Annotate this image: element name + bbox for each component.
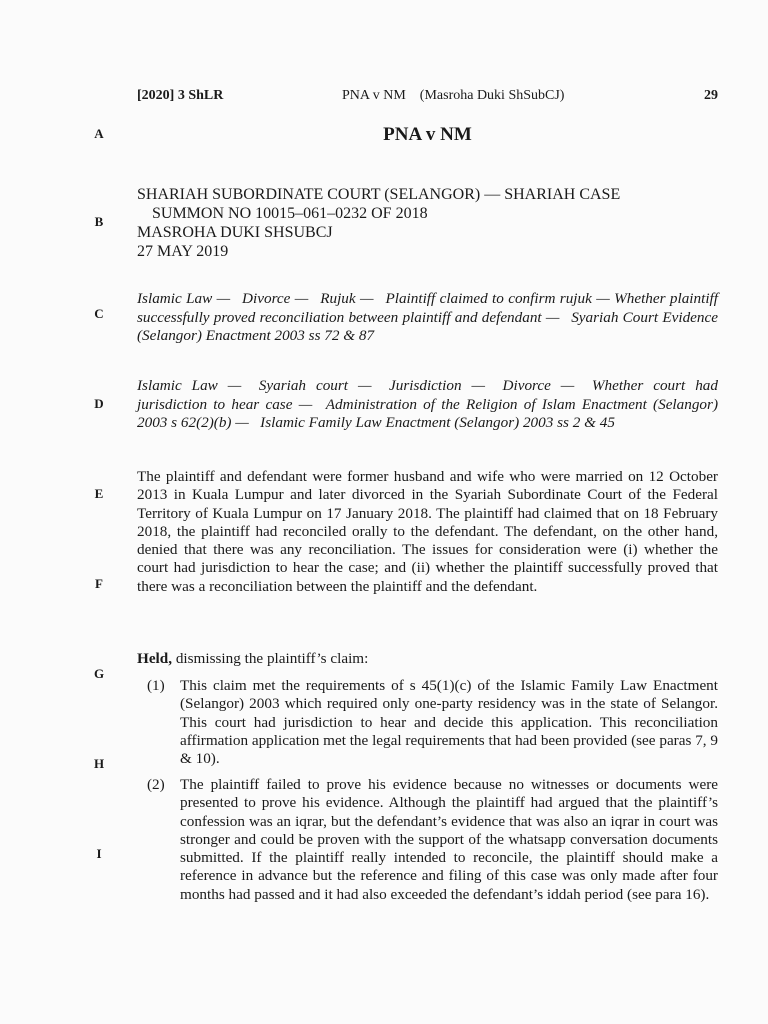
- held-item-1: [147, 677, 718, 768]
- margin-letter-b: B: [94, 214, 104, 229]
- margin-letter-a: A: [94, 126, 104, 141]
- held-item-2-number: (2): [147, 776, 165, 793]
- held-item-2-text: The plaintiff failed to prove his evidence because no witnesses or documents were presented to prove his evidence. Although the plaintiff had argued that the plaintiff’s confession was an iqrar, but the defendant’s evidence that was also an iqrar in court was stronger and could be proven with the support of the whatsapp conversation documents submitted. If the plaintiff really intended to reconcile, the plaintiff should make a reference in advance but the reference and filing of this case was only made after four months had passed and it had also exceeded the defendant’s iddah period (see para 16).: [180, 776, 718, 903]
- case-number: SUMMON NO 10015–061–0232 OF 2018: [152, 205, 428, 222]
- held-label: Held,: [137, 650, 173, 667]
- case-title: PNA v NM: [383, 124, 472, 145]
- judge-name: MASROHA DUKI SHSUBCJ: [137, 224, 333, 241]
- held-text: dismissing the plaintiff’s claim:: [172, 650, 369, 667]
- margin-letter-c: C: [94, 306, 104, 321]
- running-title: PNA v NM (Masroha Duki ShSubCJ): [342, 88, 565, 103]
- held-heading: [137, 650, 718, 668]
- catchwords-2: Islamic Law — Syariah court — Jurisdiction — Divorce — Whether court had jurisdiction to hear case — Administration of the Religion of Islam Enactment (Selangor) 2003 s 62(2)(b) — Islamic Family Law Enactment (Selangor) 2003 ss 2 & 45: [137, 377, 718, 432]
- held-item-1-number: (1): [147, 677, 165, 694]
- running-header: [137, 88, 718, 108]
- margin-letter-d: D: [94, 396, 104, 411]
- court-name: SHARIAH SUBORDINATE COURT (SELANGOR) — SHARIAH CASE: [137, 186, 621, 203]
- case-summary: The plaintiff and defendant were former husband and wife who were married on 12 October 2013 in Kuala Lumpur and later divorced in the Syariah Subordinate Court of the Federal Territory of Kuala Lumpur on 17 January 2018. The plaintiff had claimed that on 18 February 2018, the plaintiff had reconciled orally to the defendant. The defendant, on the other hand, denied that there was any reconciliation. The issues for consideration were (i) whether the court had jurisdiction to hear the case; and (ii) whether the plaintiff successfully proved that there was a reconciliation between the plaintiff and the defendant.: [137, 468, 718, 595]
- catchwords-1: Islamic Law — Divorce — Rujuk — Plaintiff claimed to confirm rujuk — Whether plaintiff successfully proved reconciliation between plaintiff and defendant — Syariah Court Evidence (Selangor) Enactment 2003 ss 72 & 87: [137, 290, 718, 345]
- margin-letter-g: G: [93, 666, 105, 681]
- held-item-1-text: This claim met the requirements of s 45(1)(c) of the Islamic Family Law Enactment (Selangor) 2003 which required only one-party residency was in the state of Selangor. This court had jurisdiction to hear and decide this application. This reconciliation affirmation application met the legal requirements that had been provided (see paras 7, 9 & 10).: [180, 677, 718, 768]
- report-citation: [2020] 3 ShLR: [137, 88, 224, 103]
- held-item-2: [147, 776, 718, 904]
- margin-letter-h: H: [93, 756, 105, 771]
- court-details: [137, 185, 718, 261]
- margin-letter-f: F: [95, 576, 103, 591]
- judgment-date: 27 MAY 2019: [137, 243, 229, 260]
- page-number: 29: [704, 88, 718, 103]
- margin-letter-i: I: [96, 846, 102, 861]
- margin-letter-e: E: [94, 486, 104, 501]
